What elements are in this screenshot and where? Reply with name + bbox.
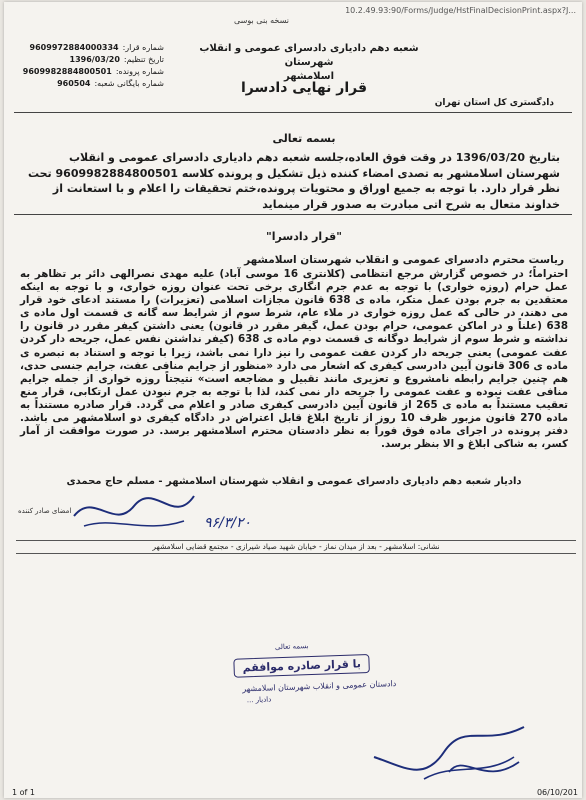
decision-subtitle: "قرار دادسرا" <box>266 230 342 243</box>
date-scribble-icon <box>444 742 524 792</box>
branch-line: اسلامشهر <box>283 71 335 82</box>
decision-text: احتراماً؛ در خصوص گزارش مرجع انتظامی (کلانتری 16 موسی آباد) علیه مهدی نصرالهی دائر بر تظاهر به عمل حرام (روزه خواری) با توجه به عدم جرم انگاری برخی تحت عنوان روزه خواری، و با توجه به اینکه معتقدین به جرم بودن عمل متکر، ماده ی 638 قانون مجازات اسلامی (تعزیرات) را مستند ادعای خود قرار می دهند، در حالی که عمل روزه خواری در ملاء عام، شرط سوم از شرایط سه گانه ی قسمت اول ماده ی 638 (علناً و در اماکن عمومی، حرام بودن عمل، گیفر مقرر در قانون) یعنی داشتن کیفر مقرر در قانون را نداشته و شرط سوم از شرایط دوگانه ی قسمت دوم ماده ی 638 (کیفر نداشتن نفس عمل، جریحه دار کردن عفت عمومی) یعنی جریحه دار کردن عفت عمومی را نیز دارا نمی باشد، زیرا با توجه و استناد به تبصره ی ماده ی 306 قانون آیین دادرسی کیفری که اشعار می دارد «منظور از جرایم منافی عفت، جرایم جنسی حدی، هم چنین جرایم رابطه نامشروع و تعزیری مانند تقبیل و مضاجعه است» نتیجتاً روزه خواری از جمله جرایم منافی عفت نبوده و عفت عمومی را جریحه دار نمی کند، لذا با توجه به جرم نبودن عمل ارتکابی، قرار منع تعقیب مستنداً به ماده ی 265 از قانون آیین دادرسی کیفری صادر و اعلام می گردد. قرار صادره مستنداً به ماده 270 قانون مزبور ظرف 10 روز از تاریخ ابلاغ قابل اعتراض در دادگاه کیفری دو اسلامشهر می باشد. دفتر پرونده در اجرای ماده فوق فوراً به نظر دادستان محترم اسلامشهر برسد. در صورت موافقت از آمار کسر، به شاکی ابلاغ و الا بنظر برسد. <box>20 268 569 451</box>
court-name: دادگستری کل استان تهران <box>434 98 554 108</box>
meta-label: تاریخ تنظیم: <box>123 55 164 64</box>
stamp-line: بسمه تعالی <box>274 642 309 652</box>
meta-value: 9609982884800501 <box>22 67 112 76</box>
signature-caption: امضای صادر کننده <box>18 507 72 515</box>
stamp-approval: با قرار صادره موافقم <box>233 654 370 678</box>
stamp-line: دادستان عمومی و انقلاب شهرستان اسلامشهر <box>242 679 397 694</box>
signature-scribble-icon <box>64 486 204 536</box>
meta-label: شماره پرونده: <box>115 67 164 76</box>
meta-row <box>14 54 164 66</box>
meta-value: 960504 <box>57 79 91 88</box>
intro-paragraph: بتاریخ 1396/03/20 در وقت فوق العاده،جلسه شعبه دهم دادیاری دادسرای عمومی و انقلاب شهرستان اسلامشهر به تصدی امضاء کننده ذیل تشکیل و پرونده کلاسه 9609982884800501 تحت نظر قرار دارد. با توجه به جمیع اوراق و محتویات پرونده،ختم تحقیقات را اعلام و با استعانت از خداوند متعال به شرح اتی مبادرت به صدور قرار مینماید <box>27 151 560 211</box>
approval-stamp <box>225 639 399 715</box>
print-date: 06/10/201 <box>536 788 578 797</box>
document-page <box>4 2 582 798</box>
meta-row <box>14 42 164 54</box>
branch-line: شعبه دهم دادیاری دادسرای عمومی و انقلاب شهرستان <box>199 43 419 68</box>
meta-row <box>14 66 164 78</box>
divider <box>14 112 572 113</box>
meta-value: 9609972884000334 <box>29 43 119 52</box>
addressee: ریاست محترم دادسرای عمومی و انقلاب شهرستان اسلامشهر <box>244 254 564 266</box>
signatory-line: دادیار شعبه دهم دادیاری دادسرای عمومی و انقلاب شهرستان اسلامشهر - مسلم حاج محمدی <box>66 476 522 487</box>
divider <box>14 214 572 215</box>
page-number: 1 of 1 <box>12 788 35 797</box>
meta-row <box>14 78 164 90</box>
branch-name <box>174 42 444 84</box>
document-title: قرار نهایی دادسرا <box>240 80 368 96</box>
stamp-line: دادیار ... <box>246 695 272 705</box>
copy-label: نسخه بنی بوسی <box>234 16 289 25</box>
case-metadata <box>14 42 164 90</box>
footer-address: نشانی: اسلامشهر - بعد از میدان نماز - خیابان شهید صیاد شیرازی - مجتمع قضایی اسلامشهر <box>16 540 576 554</box>
basmala: بسمه تعالی <box>272 132 336 145</box>
handwritten-date: ۹۶/۳/۲۰ <box>204 515 252 531</box>
meta-value: 1396/03/20 <box>69 55 120 64</box>
print-url: 10.2.49.93:90/Forms/Judge/HstFinalDecisionPrint.aspx?J... <box>345 6 576 15</box>
meta-label: شماره قرار: <box>122 43 164 52</box>
meta-label: شماره بایگانی شعبه: <box>94 79 164 88</box>
